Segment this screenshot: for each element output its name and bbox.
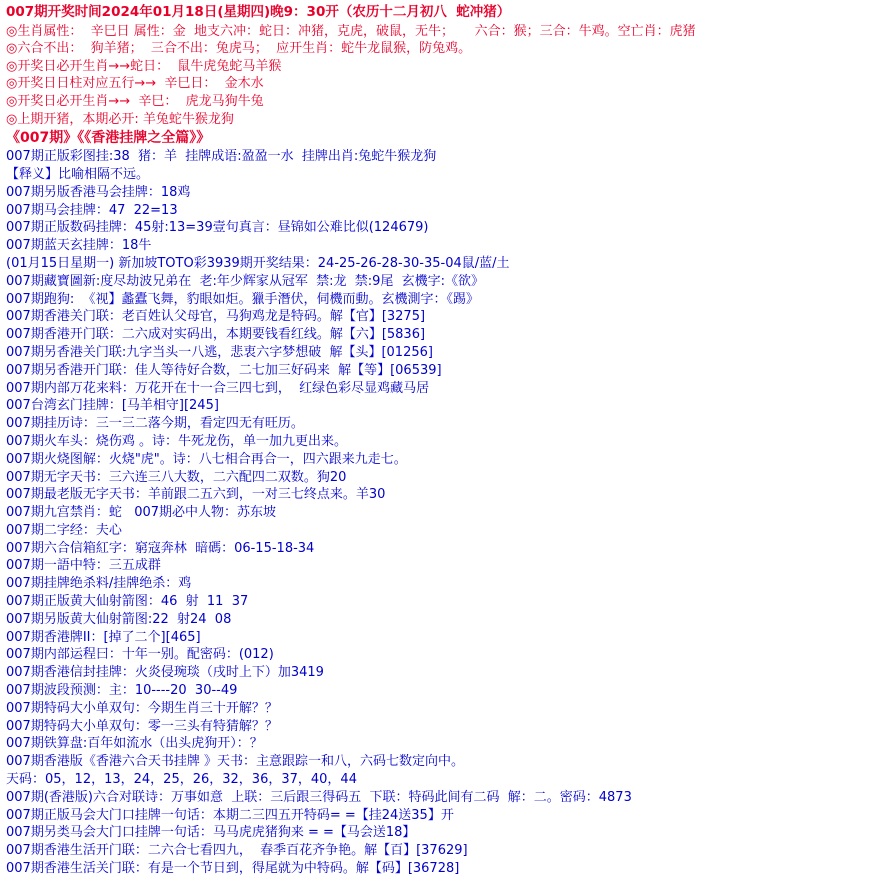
body-block — [6, 148, 878, 878]
body-line-5: 007期正版数码挂牌：45射:13=39壹句真言：昼锦如公难比似(124679) — [6, 220, 429, 236]
body-line-31: 007期波段预测：主：10----20 30--49 — [6, 683, 238, 699]
body-line-41: 007期香港生活关门联：有是一个节日到，得尾就为中特码。解【码】[36728] — [6, 861, 460, 877]
body-line-17: 007期火车头：烧伤鸡 。诗：牛死龙伤，单一加九更出来。 — [6, 433, 347, 449]
body-line-7: (01月15日星期一) 新加坡TOTO彩3939期开奖结果：24-25-26-28-30-35-04鼠/蓝/土 — [6, 255, 510, 271]
body-line-16: 007期挂历诗：三一三二落今期，看定四无有旺历。 — [6, 416, 304, 432]
body-line-40: 007期香港生活开门联：二六合七看四九， 春季百花齐争艳。解【百】[37629] — [6, 843, 468, 859]
body-line-11: 007期香港开门联：二六成对实码出，本期要钱看红线。解【六】[5836] — [6, 327, 426, 343]
body-line-22: 007期二字经：夫心 — [6, 522, 122, 538]
body-line-33: 007期特码大小单双句：零一三头有特猜解？？ — [6, 718, 278, 734]
body-line-1: 007期正版彩图挂:38 猪：羊 挂牌成语:盈盈一水 挂牌出肖:兔蛇牛猴龙狗 — [6, 149, 437, 165]
body-line-14: 007期内部万花来料：万花开在十一合三四七到， 红绿色彩尽显鸡藏马居 — [6, 380, 430, 396]
body-line-32: 007期特码大小单双句：今期生肖三十开解？？ — [6, 700, 278, 716]
red-line-1: ◎生肖属性： 辛巳日 属性：金 地支六冲：蛇日：冲猪，克虎，破鼠，无牛； 六合：猴；三合：牛鸡。空亡肖：虎猪 — [6, 23, 696, 39]
body-line-35: 007期香港版《香港六合天书挂牌 》天书：主意跟踪一和八，六码七数定向中。 — [6, 754, 464, 770]
red-line-5: ◎开奖日必开生肖→→ 辛巳： 虎龙马狗牛兔 — [6, 93, 264, 109]
body-line-9: 007期跑狗: 《视】蠡蠹飞舞，豹眼如炬。獵手潛伏，伺機而動。玄機測字：《踢》 — [6, 291, 479, 307]
body-line-34: 007期铁算盘:百年如流水（出头虎狗开）：？ — [6, 736, 263, 752]
header-line: 007期开奖时间2024年01月18日(星期四)晚9：30开（农历十二月初八 蛇冲猪） — [6, 4, 511, 20]
body-line-27: 007期另版黄大仙射箭图:22 射24 08 — [6, 611, 232, 627]
red-line-2: ◎六合不出： 狗羊猪； 三合不出：兔虎马； 应开生肖：蛇牛龙鼠猴，防兔鸡。 — [6, 41, 472, 57]
body-line-26: 007期正版黄大仙射箭图：46 射 11 37 — [6, 594, 249, 610]
body-line-21: 007期九宫禁肖：蛇 007期必中人物：苏东坡 — [6, 505, 277, 521]
body-line-4: 007期马会挂牌：47 22=13 — [6, 202, 178, 218]
red-notice-block — [6, 23, 878, 129]
body-line-18: 007期火烧图解：火烧"虎"。诗：八七相合再合一，四六跟来九走七。 — [6, 451, 407, 467]
body-line-10: 007期香港关门联：老百姓认父母官，马狗鸡龙是特码。解【官】[3275] — [6, 309, 426, 325]
body-line-12: 007期另香港关门联:九字当头一八逃，悲衷六字梦想破 解【头】[01256] — [6, 344, 433, 360]
body-line-37: 007期(香港版)六合对联诗：万事如意 上联：三后跟三得码五 下联：特码此间有二码 解：二。密码：4873 — [6, 789, 632, 805]
body-line-6: 007期蓝天玄挂牌：18牛 — [6, 238, 152, 254]
body-line-24: 007期一語中特：三五成群 — [6, 558, 161, 574]
body-line-30: 007期香港信封挂牌：火炎侵琬琰（戌时上下）加3419 — [6, 665, 324, 681]
red-line-3: ◎开奖日必开生肖→→蛇日： 鼠牛虎兔蛇马羊猴 — [6, 58, 282, 74]
body-line-23: 007期六合信箱紅字：窮寇奔林 暗碼：06-15-18-34 — [6, 540, 315, 556]
body-line-25: 007期挂牌绝杀料/挂牌绝杀：鸡 — [6, 576, 192, 592]
body-line-3: 007期另版香港马会挂牌：18鸡 — [6, 184, 191, 200]
body-line-38: 007期正版马会大门口挂牌一句话：本期二三四五开特码= =【挂24送35】开 — [6, 807, 454, 823]
body-line-20: 007期最老版无字天书：羊前跟二五六到，一对三七终点来。羊30 — [6, 487, 386, 503]
body-line-13: 007期另香港开门联：佳人等待好合数，二七加三好码来 解【等】[06539] — [6, 362, 442, 378]
body-line-19: 007期无字天书：三六连三八大数，二六配四二双数。狗20 — [6, 469, 347, 485]
red-line-6: ◎上期开猪，本期必开: 羊兔蛇牛猴龙狗 — [6, 111, 234, 127]
body-line-29: 007期内部运程曰：十年一别。配密码：(012) — [6, 647, 274, 663]
body-line-39: 007期另类马会大门口挂牌一句话：马马虎虎猪狗来 = =【马会送18】 — [6, 825, 416, 841]
body-line-2: 【释义】比喻相隔不远。 — [6, 166, 150, 182]
body-line-28: 007期香港牌II：[掉了二个][465] — [6, 629, 201, 645]
red-line-4: ◎开奖日日柱对应五行→→ 辛巳日： 金木水 — [6, 76, 264, 92]
body-line-8: 007期藏寶圖新:度尽劫波兄弟在 老:年少辉家从冠军 禁:龙 禁:9尾 玄機字:《欲》 — [6, 273, 485, 289]
section-title: 《007期》《《香港挂牌之全篇》》 — [6, 130, 211, 147]
body-line-36: 天码：05，12，13，24，25，26，32，36，37，40，44 — [6, 772, 357, 788]
body-line-15: 007台湾玄门挂牌：[马羊相守][245] — [6, 398, 219, 414]
